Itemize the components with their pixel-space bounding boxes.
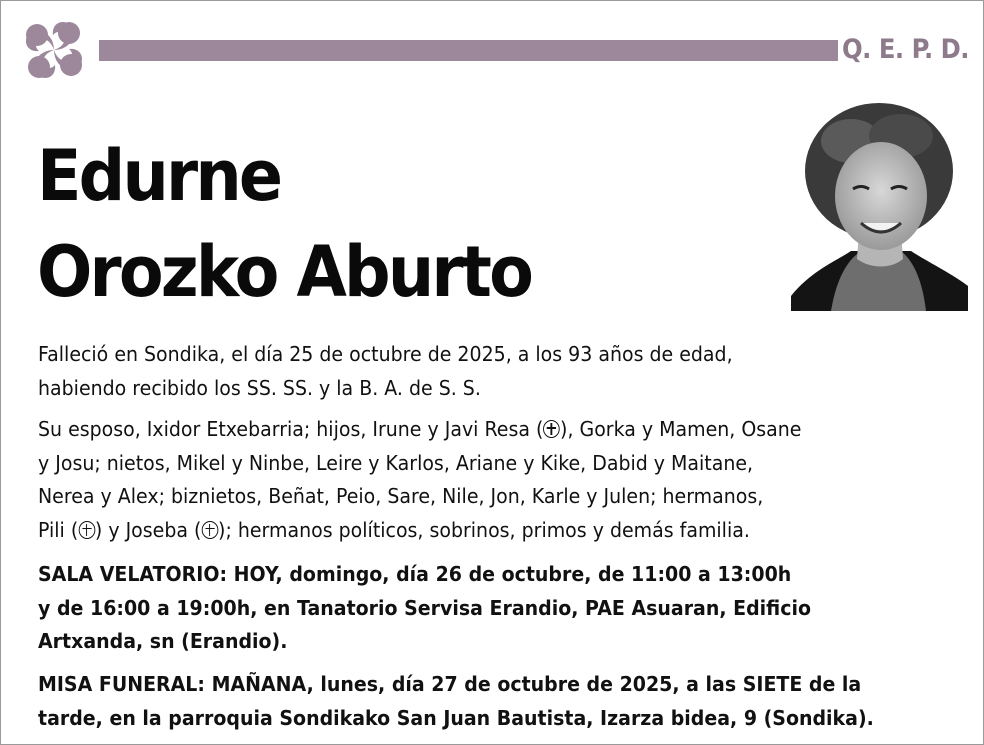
family-list [38,413,954,547]
portrait-photo [791,101,968,311]
funeral-mass-info [38,668,954,735]
cross-icon [201,521,218,539]
deceased-first-name: Edurne [37,135,281,217]
deceased-last-name: Orozko Aburto [37,231,532,313]
text-line: tarde, en la parroquia Sondikako San Juan Bautista, Izarza bidea, 9 (Sondika). [38,705,874,730]
cross-icon [78,521,95,539]
text-line: Pili ( ) y Joseba ( ); hermanos políticos, sobrinos, primos y demás familia. [38,517,750,542]
text-line: y de 16:00 a 19:00h, en Tanatorio Servisa Erandio, PAE Asuaran, Edificio [38,595,812,620]
cross-icon [543,420,560,438]
text-line: habiendo recibido los SS. SS. y la B. A. de S. S. [38,375,481,400]
text-line: Su esposo, Ixidor Etxebarria; hijos, Irune y Javi Resa ( ), Gorka y Mamen, Osane [38,417,802,441]
text-line: y Josu; nietos, Mikel y Ninbe, Leire y Karlos, Ariane y Kike, Dabid y Maitane, [38,450,754,475]
qepd-label: Q. E. P. D. [842,34,970,65]
text-line: MISA FUNERAL: MAÑANA, lunes, día 27 de octubre de 2025, a las SIETE de la [38,672,862,696]
header-bar [99,40,838,61]
text-line: Falleció en Sondika, el día 25 de octubre de 2025, a los 93 años de edad, [38,342,733,366]
lauburu-icon [15,11,93,89]
text-line: SALA VELATORIO: HOY, domingo, día 26 de octubre, de 11:00 a 13:00h [38,562,792,586]
wake-info [38,558,954,659]
text-line: Nerea y Alex; biznietos, Beñat, Peio, Sare, Nile, Jon, Karle y Julen; hermanos, [38,484,764,508]
text-line: Artxanda, sn (Erandio). [38,629,288,653]
death-announcement [38,338,954,405]
